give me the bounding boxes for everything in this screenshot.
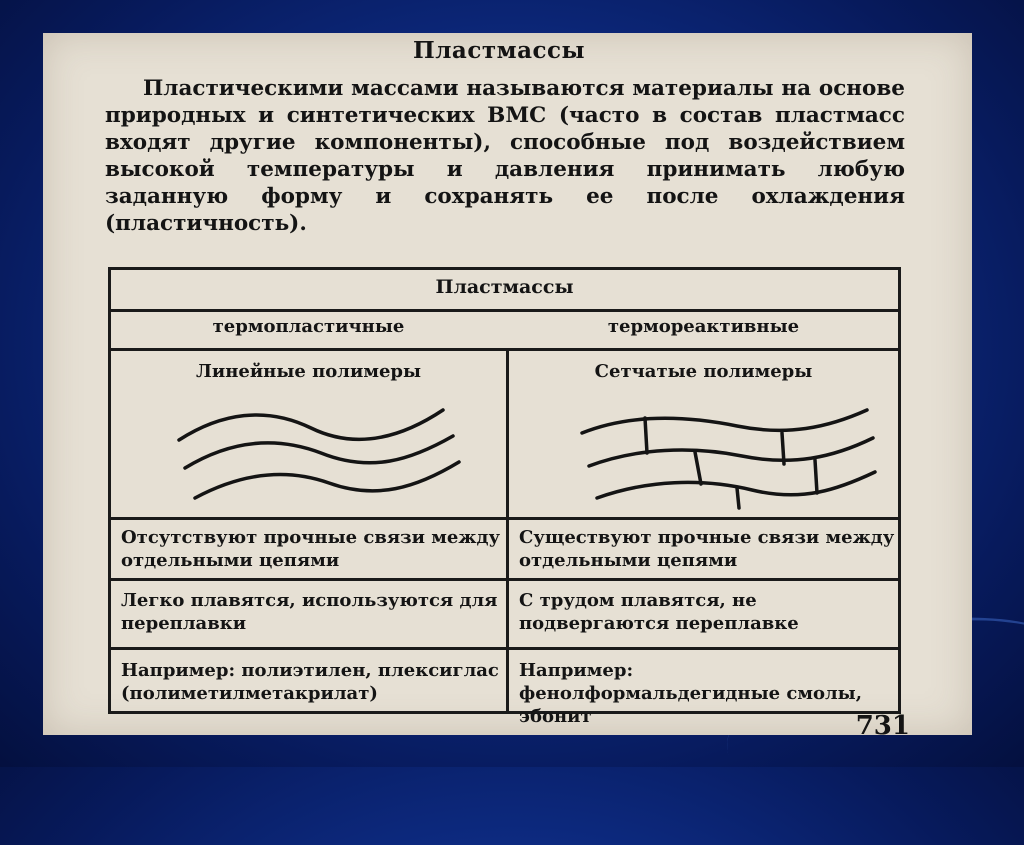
textbook-page [43,33,972,735]
row-divider [111,647,898,650]
examples-text-thermoset: Например: фенолформальдегидные смолы, эбонит [519,660,862,727]
column-header-thermoset: термореактивные [607,316,800,337]
bonds-text-thermoset: Существуют прочные связи между отдельными цепями [519,527,895,571]
row-divider [111,309,898,312]
intro-paragraph [105,75,905,237]
row-divider [111,517,898,520]
bonds-text-thermoplastic: Отсутствуют прочные связи между отдельными цепями [121,527,501,571]
table-header: Пластмассы [435,276,574,298]
melting-text-thermoset: С трудом плавятся, не подвергаются переплавке [519,590,799,634]
intro-text: Пластическими массами называются материалы на основе природных и синтетических ВМС (часто в состав пластмасс входят другие компоненты), способные под воздействием высокой температуры и давления принимать любую заданную форму и сохранять ее после охлаждения (пластичность). [105,76,905,236]
column-header-thermoplastic: термопластичные [212,316,405,337]
row-divider [111,348,898,351]
examples-text-thermoplastic: Например: полиэтилен, плексиглас (полиметилметакрилат) [121,660,499,704]
linear-polymer-chains-icon [171,398,471,508]
network-polymer-chains-icon [577,398,877,518]
polymer-type-linear: Линейные полимеры [195,361,422,382]
page-number: 731 [855,711,910,735]
melting-text-thermoplastic: Легко плавятся, используются для переплавки [121,590,498,634]
row-divider [111,578,898,581]
page-title: Пластмассы [413,37,586,64]
polymer-type-network: Сетчатые полимеры [594,361,813,382]
